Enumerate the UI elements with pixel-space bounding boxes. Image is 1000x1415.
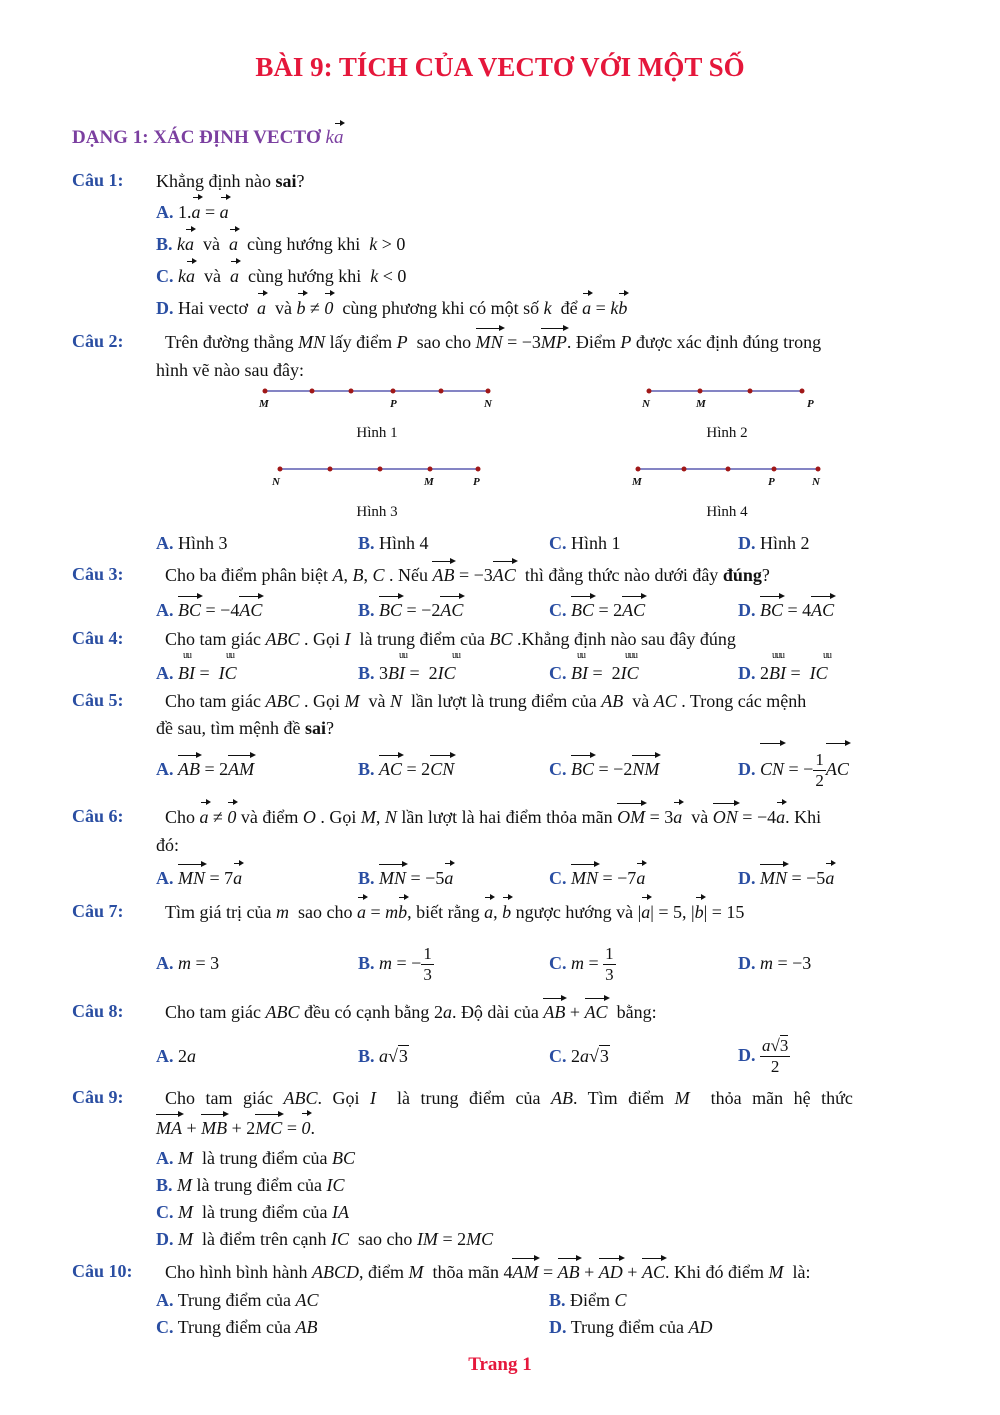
answer-option-a[interactable]: A. BI = IC <box>156 663 237 683</box>
point-label: M <box>259 398 269 410</box>
answer-option-b[interactable]: B. Hình 4 <box>358 533 429 553</box>
point-label: M <box>696 398 706 410</box>
answer-option-a[interactable]: A. 1.a = a <box>156 202 229 222</box>
answer-option-b[interactable]: B. BC = −2AC <box>358 600 464 620</box>
question-formula: MA + MB + 2MC = 0. <box>156 1118 315 1138</box>
question-number: Câu 9: <box>72 1087 124 1107</box>
answer-option-d[interactable]: D. BC = 4AC <box>738 600 835 620</box>
point-label: P <box>473 476 480 488</box>
point-label: P <box>390 398 397 410</box>
answer-option-d[interactable]: D. CN = − $\frac{1}{2}$ AC <box>738 746 849 792</box>
answer-option-b[interactable]: B. M là trung điểm của IC <box>156 1175 345 1195</box>
question-text: Trên đường thẳng MN lấy điểm P sao cho MN = −3MP. Điểm P được xác định đúng trong <box>165 332 822 352</box>
question-text-line2: đề sau, tìm mệnh đề sai? <box>156 718 334 738</box>
point-label: N <box>484 398 492 410</box>
answer-option-a[interactable]: A. M là trung điểm của BC <box>156 1148 355 1168</box>
answer-option-b[interactable]: B. m = − $\frac{1}{3}$ <box>358 944 432 985</box>
point-label: M <box>424 476 434 488</box>
title-prefix: BÀI 9: <box>255 52 333 82</box>
point-label: M <box>632 476 642 488</box>
question-number: Câu 8: <box>72 1001 124 1021</box>
point-label: N <box>642 398 650 410</box>
question-text: Cho tam giác ABC. Gọi I là trung điểm của AB. Tìm điểm M thỏa mãn hệ thức <box>165 1088 853 1108</box>
question-number: Câu 1: <box>72 170 124 190</box>
question-text: Tìm giá trị của m sao cho a = mb, biết rằng a, b ngược hướng và |a| = 5, |b| = 15 <box>165 902 745 922</box>
answer-option-c[interactable]: C. Hình 1 <box>549 533 621 553</box>
figure-3-line <box>270 463 490 483</box>
question-text-line2: đó: <box>156 835 180 855</box>
question-text: Cho tam giác ABC đều có cạnh bằng 2a. Độ dài của AB + AC bằng: <box>165 1002 657 1022</box>
answer-option-d[interactable]: D. $\frac{a√3}{2}$ <box>738 1036 789 1077</box>
answer-option-b[interactable]: B. AC = 2CN <box>358 759 455 779</box>
figure-2-caption: Hình 2 <box>706 425 748 441</box>
answer-option-a[interactable]: A. m = 3 <box>156 953 220 973</box>
answer-option-d[interactable]: D. Hai vectơ a và b ≠ 0 cùng phương khi có một số k để a = kb <box>156 298 628 318</box>
answer-option-b[interactable]: B. Điểm C <box>549 1290 627 1310</box>
answer-option-c[interactable]: C. 2a√3 <box>549 1046 609 1066</box>
point-label: N <box>272 476 280 488</box>
point-label: P <box>768 476 775 488</box>
question-text-line2: hình vẽ nào sau đây: <box>156 360 304 380</box>
answer-option-c[interactable]: C. M là trung điểm của IA <box>156 1202 349 1222</box>
answer-option-b[interactable]: B. a√3 <box>358 1046 408 1066</box>
figure-1-line <box>255 385 495 405</box>
page-title <box>0 52 1000 83</box>
question-text: Khẳng định nào sai? <box>156 171 305 191</box>
answer-option-b[interactable]: B. MN = −5a <box>358 868 454 888</box>
figure-2-line <box>640 385 820 405</box>
answer-option-a[interactable]: A. 2a <box>156 1046 196 1066</box>
answer-option-b[interactable]: B. ka và a cùng hướng khi k > 0 <box>156 234 406 254</box>
answer-option-c[interactable]: C. ka và a cùng hướng khi k < 0 <box>156 266 407 286</box>
figure-3-caption: Hình 3 <box>356 504 398 520</box>
answer-option-a[interactable]: A. Trung điểm của AC <box>156 1290 319 1310</box>
answer-option-d[interactable]: D. Hình 2 <box>738 533 810 553</box>
answer-option-a[interactable]: A. AB = 2AM <box>156 759 255 779</box>
answer-option-c[interactable]: C. m = $\frac{1}{3}$ <box>549 944 614 985</box>
question-text: Cho a ≠ 0 và điểm O . Gọi M, N lần lượt là hai điểm thỏa mãn OM = 3a và ON = −4a. Khi <box>165 807 822 827</box>
point-label: N <box>812 476 820 488</box>
figure-1-caption: Hình 1 <box>356 425 398 441</box>
question-text: Cho tam giác ABC . Gọi M và N lần lượt là trung điểm của AB và AC . Trong các mệnh <box>165 691 807 711</box>
point-label: P <box>807 398 814 410</box>
answer-option-b[interactable]: B. 3BI = 2IC <box>358 663 456 683</box>
question-number: Câu 4: <box>72 628 124 648</box>
question-text: Cho tam giác ABC . Gọi I là trung điểm của BC .Khẳng định nào sau đây đúng <box>165 629 736 649</box>
answer-option-c[interactable]: C. BI = 2IC <box>549 663 639 683</box>
answer-option-d[interactable]: D. M là điểm trên cạnh IC sao cho IM = 2MC <box>156 1229 494 1249</box>
question-number: Câu 2: <box>72 331 124 351</box>
question-number: Câu 6: <box>72 806 124 826</box>
figure-4-caption: Hình 4 <box>706 504 748 520</box>
question-text: Cho hình bình hành ABCD, điểm M thõa mãn 4AM = AB + AD + AC. Khi đó điểm M là: <box>165 1262 811 1282</box>
question-number: Câu 10: <box>72 1261 133 1281</box>
answer-option-c[interactable]: C. BC = −2NM <box>549 759 660 779</box>
section-symbol: ka <box>325 127 344 148</box>
answer-option-a[interactable]: A. BC = −4AC <box>156 600 263 620</box>
section-heading: DẠNG 1: XÁC ĐỊNH VECTƠ ka <box>72 127 344 148</box>
answer-option-d[interactable]: D. m = −3 <box>738 953 812 973</box>
answer-option-d[interactable]: D. 2BI = IC <box>738 663 828 683</box>
answer-option-c[interactable]: C. Trung điểm của AB <box>156 1317 318 1337</box>
question-number: Câu 7: <box>72 901 124 921</box>
answer-option-c[interactable]: C. MN = −7a <box>549 868 646 888</box>
question-number: Câu 5: <box>72 690 124 710</box>
answer-option-a[interactable]: A. MN = 7a <box>156 868 243 888</box>
answer-option-a[interactable]: A. Hình 3 <box>156 533 228 553</box>
answer-option-d[interactable]: D. Trung điểm của AD <box>549 1317 713 1337</box>
figure-4-line <box>628 463 828 483</box>
answer-option-d[interactable]: D. MN = −5a <box>738 868 835 888</box>
question-number: Câu 3: <box>72 564 124 584</box>
answer-option-c[interactable]: C. BC = 2AC <box>549 600 646 620</box>
title-text: TÍCH CỦA VECTƠ VỚI MỘT SỐ <box>338 52 745 82</box>
page-number: Trang 1 <box>468 1354 532 1375</box>
question-text: Cho ba điểm phân biệt A, B, C . Nếu AB = −3AC thì đẳng thức nào dưới đây đúng? <box>165 565 770 585</box>
